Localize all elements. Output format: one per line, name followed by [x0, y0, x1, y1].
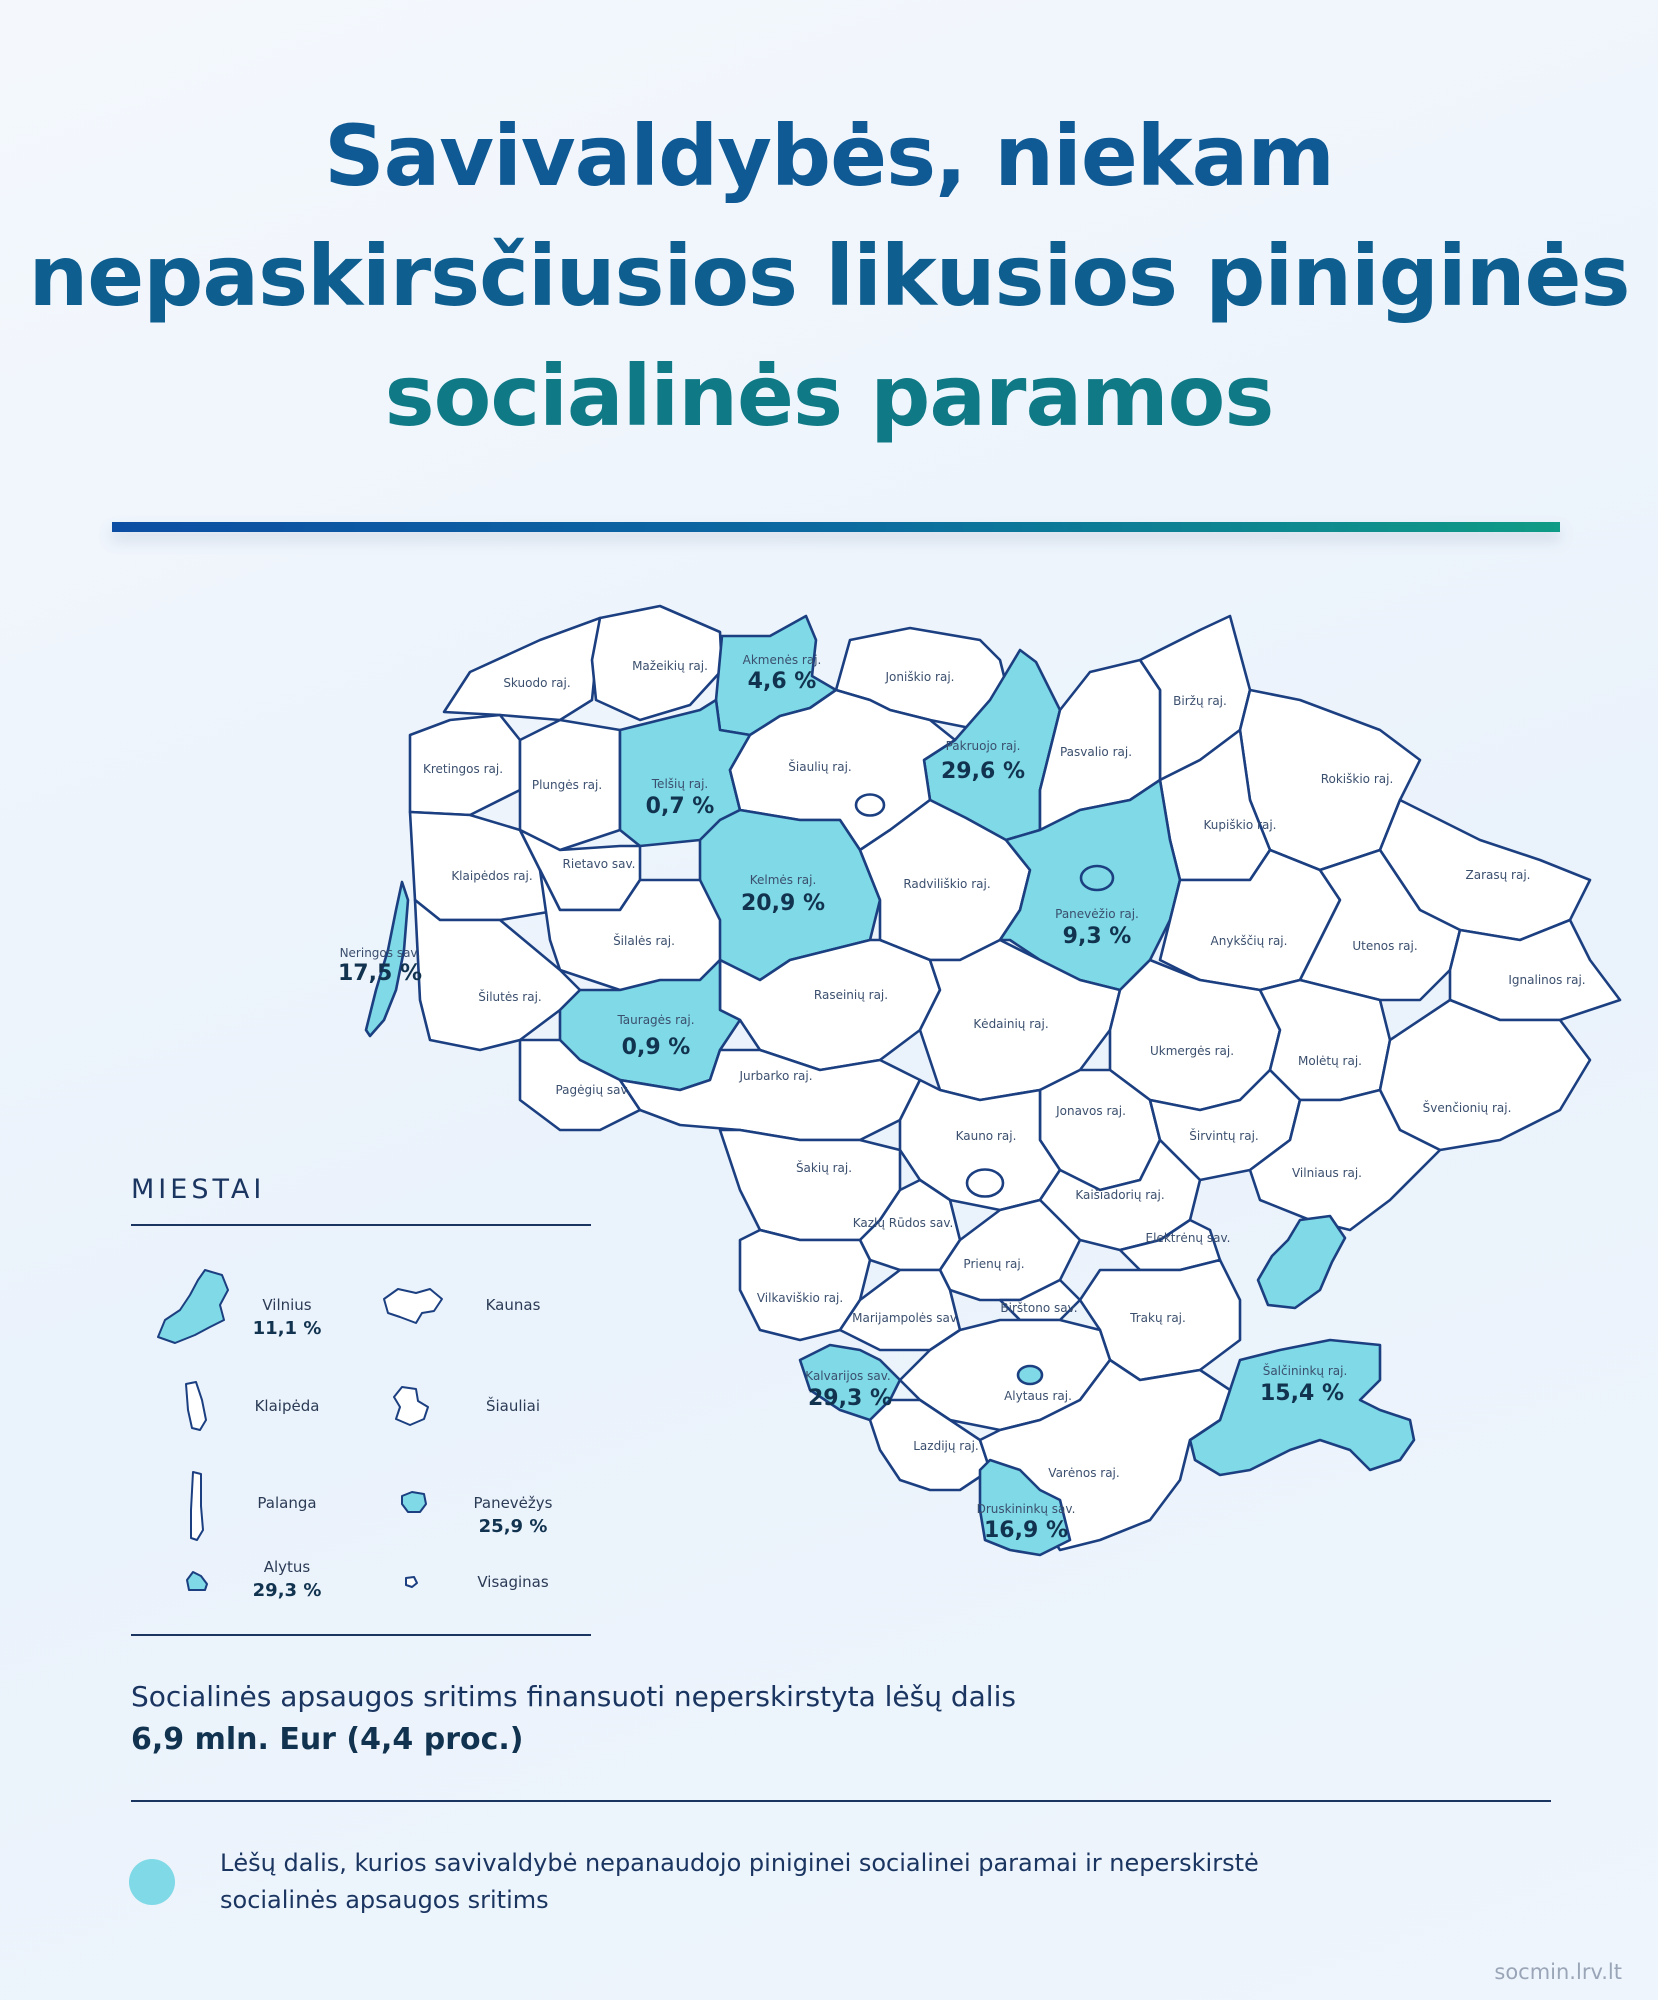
- region-label: Kelmės raj.: [749, 873, 817, 887]
- region-value: 4,6 %: [747, 669, 817, 694]
- region-label: Prienų raj.: [963, 1257, 1025, 1271]
- region-label: Zarasų raj.: [1465, 868, 1531, 882]
- region-label: Rokiškio raj.: [1320, 772, 1394, 786]
- city-cutout: [1081, 866, 1113, 890]
- region-label: Varėnos raj.: [1048, 1466, 1120, 1480]
- region-label: Kauno raj.: [955, 1129, 1017, 1143]
- source-link[interactable]: socmin.lrv.lt: [1494, 1960, 1622, 1984]
- region-label: Plungės raj.: [531, 778, 603, 792]
- city-name: Visaginas: [477, 1573, 549, 1591]
- city-shape-icon: [403, 1575, 419, 1589]
- city-value: 11,1 %: [252, 1318, 322, 1339]
- region-value: 17,5 %: [338, 961, 422, 986]
- region-value: 9,3 %: [1062, 924, 1132, 949]
- region-label: Raseinių raj.: [813, 988, 889, 1002]
- region-label: Klaipėdos raj.: [451, 869, 533, 883]
- region-label: Utenos raj.: [1352, 939, 1418, 953]
- region-label: Ukmergės raj.: [1149, 1044, 1235, 1058]
- region-label: Šilalės raj.: [613, 934, 675, 948]
- region-label: Kazlų Rūdos sav.: [852, 1216, 954, 1230]
- region-label: Birštono sav.: [1000, 1301, 1078, 1315]
- region-label: Šakių raj.: [795, 1161, 853, 1175]
- region-label: Kaišiadorių raj.: [1075, 1188, 1165, 1202]
- region-label: Pakruojo raj.: [945, 739, 1021, 753]
- city-value: 29,3 %: [252, 1580, 322, 1601]
- page-title: [0, 96, 1658, 456]
- city-name: Alytus: [263, 1558, 311, 1576]
- region-label: Molėtų raj.: [1298, 1054, 1362, 1068]
- region-label: Elektrėnų sav.: [1145, 1231, 1231, 1245]
- city-shape-icon: [390, 1385, 430, 1427]
- city-shape-icon: [150, 1265, 230, 1345]
- city-shape-icon: [398, 1490, 428, 1514]
- summary-value: 6,9 mln. Eur (4,4 proc.): [131, 1722, 524, 1757]
- region-label: Anykščių raj.: [1210, 934, 1288, 948]
- cities-bottom-rule: [131, 1634, 591, 1636]
- region-label: Rietavo sav.: [562, 857, 636, 871]
- region-label: Tauragės raj.: [617, 1013, 695, 1027]
- city-name: Šiauliai: [485, 1397, 541, 1415]
- region-value: 29,6 %: [941, 759, 1025, 784]
- summary-divider: [131, 1800, 1551, 1802]
- region-value: 15,4 %: [1260, 1381, 1344, 1406]
- region-label: Švenčionių raj.: [1422, 1101, 1512, 1115]
- vilnius-city-area: [1258, 1216, 1345, 1308]
- region-label: Šalčininkų raj.: [1262, 1364, 1348, 1378]
- region-label: Mažeikių raj.: [632, 659, 708, 673]
- region-label: Vilkaviškio raj.: [756, 1291, 844, 1305]
- region-label: Trakų raj.: [1130, 1311, 1186, 1325]
- region-label: Kalvarijos sav.: [805, 1369, 891, 1383]
- region-label: Jonavos raj.: [1056, 1104, 1126, 1118]
- region-label: Panevėžio raj.: [1055, 907, 1139, 921]
- region-label: Ignalinos raj.: [1508, 973, 1586, 987]
- highlight-legend-text: Lėšų dalis, kurios savivaldybė nepanaudojo piniginei socialinei paramai ir neperskirstė socialinės apsaugos sritims: [220, 1849, 1259, 1914]
- title-line-3: socialinės paramos: [384, 347, 1274, 445]
- region-label: Pasvalio raj.: [1059, 745, 1133, 759]
- region-value: 20,9 %: [741, 891, 825, 916]
- cities-top-rule: [131, 1224, 591, 1226]
- city-shape-icon: [185, 1470, 207, 1542]
- region-švenčionių-raj: [1380, 1000, 1590, 1150]
- region-label: Akmenės raj.: [742, 653, 822, 667]
- region-label: Kėdainių raj.: [973, 1017, 1049, 1031]
- region-ignalinos-raj: [1450, 920, 1620, 1020]
- region-label: Biržų raj.: [1173, 694, 1227, 708]
- city-name: Palanga: [257, 1494, 317, 1512]
- region-label: Pagėgių sav.: [555, 1083, 631, 1097]
- title-divider: [112, 522, 1560, 532]
- city-shape-icon: [380, 1285, 444, 1325]
- summary-text: Socialinės apsaugos sritims finansuoti neperskirstyta lėšų dalis: [131, 1680, 1016, 1713]
- region-label: Radviliškio raj.: [903, 877, 991, 891]
- region-skuodo-raj: [444, 618, 600, 720]
- city-name: Panevėžys: [473, 1494, 553, 1512]
- city-shape-icon: [185, 1570, 209, 1592]
- region-value: 16,9 %: [984, 1518, 1068, 1543]
- city-shape-icon: [180, 1380, 210, 1432]
- region-label: Jurbarko raj.: [739, 1069, 813, 1083]
- region-label: Joniškio raj.: [885, 670, 955, 684]
- region-label: Kretingos raj.: [422, 762, 504, 776]
- city-cutout: [967, 1170, 1003, 1197]
- region-label: Šiaulių raj.: [788, 760, 852, 774]
- lithuania-map: [0, 590, 1658, 1590]
- region-label: Širvintų raj.: [1189, 1129, 1259, 1143]
- city-cutout: [1018, 1366, 1042, 1384]
- city-name: Vilnius: [262, 1296, 312, 1314]
- title-line-2: nepaskirsčiusios likusios piniginės: [28, 227, 1630, 325]
- city-cutout: [856, 795, 884, 816]
- region-label: Vilniaus raj.: [1291, 1166, 1363, 1180]
- region-label: Druskininkų sav.: [976, 1502, 1076, 1516]
- title-line-1: Savivaldybės, niekam: [324, 107, 1334, 205]
- city-name: Klaipėda: [254, 1397, 320, 1415]
- region-label: Neringos sav.: [339, 946, 421, 960]
- region-label: Alytaus raj.: [1004, 1389, 1072, 1403]
- region-value: 0,9 %: [621, 1035, 691, 1060]
- region-label: Kupiškio raj.: [1203, 818, 1277, 832]
- highlight-legend-swatch: [129, 1859, 175, 1905]
- region-value: 0,7 %: [645, 794, 715, 819]
- region-label: Telšių raj.: [651, 777, 709, 791]
- cities-heading: MIESTAI: [131, 1174, 266, 1205]
- region-label: Šilutės raj.: [478, 990, 542, 1004]
- city-name: Kaunas: [485, 1296, 541, 1314]
- region-label: Lazdijų raj.: [913, 1439, 979, 1453]
- region-label: Marijampolės sav.: [852, 1311, 960, 1325]
- region-label: Skuodo raj.: [503, 676, 571, 690]
- region-value: 29,3 %: [808, 1386, 892, 1411]
- city-value: 25,9 %: [478, 1516, 548, 1537]
